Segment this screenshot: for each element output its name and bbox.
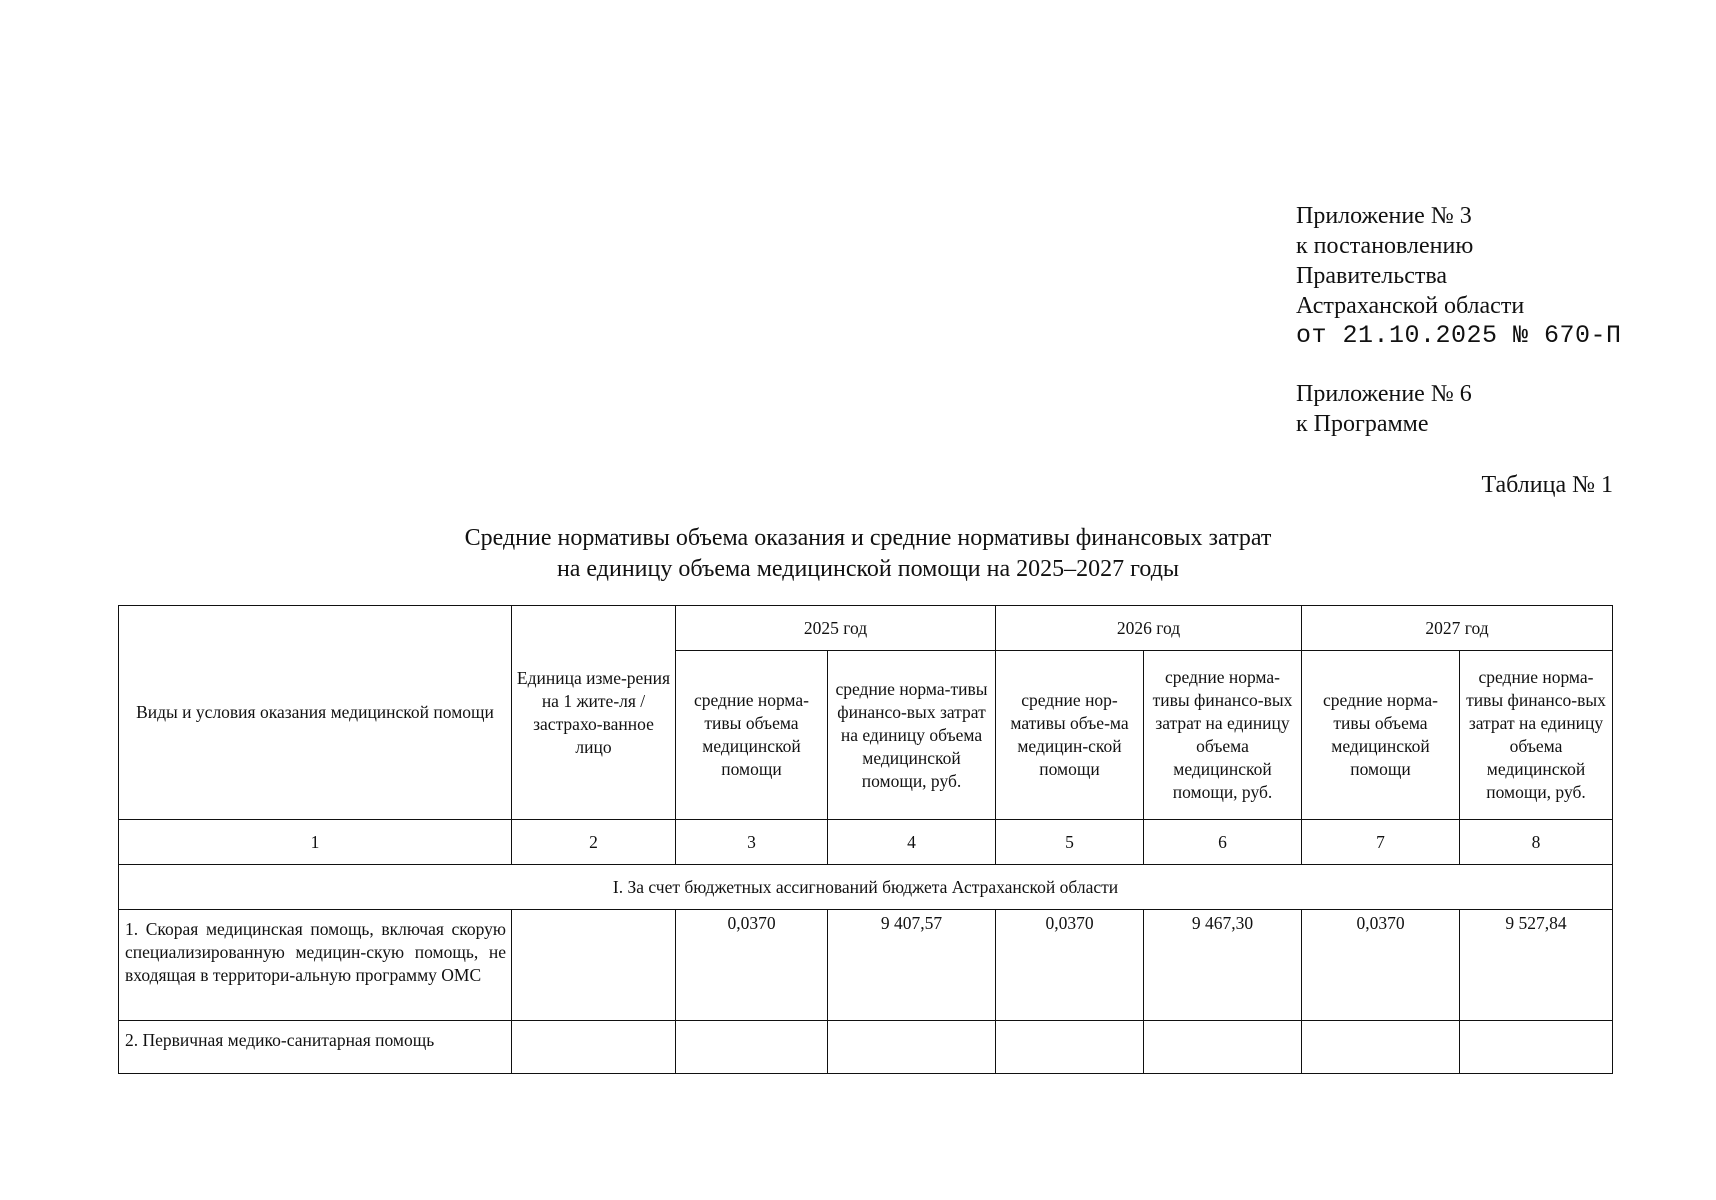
header-cost-2025: средние норма-тивы финансо-вых затрат на единицу объема медицинской помощи, руб. <box>828 651 996 820</box>
value-volume-2027 <box>1302 1021 1460 1074</box>
header-cost-2026: средние норма-тивы финансо-вых затрат на единицу объема медицинской помощи, руб. <box>1144 651 1302 820</box>
appendix-block <box>1296 201 1622 439</box>
appendix-spacer <box>1296 351 1622 379</box>
appendix-3-to-resolution: к постановлению <box>1296 233 1474 259</box>
header-volume-2027: средние норма-тивы объема медицинской помощи <box>1302 651 1460 820</box>
title-line-2: на единицу объема медицинской помощи на 2025–2027 годы <box>556 556 1180 582</box>
header-year-2026: 2026 год <box>996 606 1302 651</box>
norms-table <box>118 605 1613 1074</box>
value-cost-2025: 9 407,57 <box>828 910 996 1021</box>
value-volume-2027: 0,0370 <box>1302 910 1460 1021</box>
title-line-1: Средние нормативы объема оказания и средние нормативы финансовых затрат <box>464 525 1272 551</box>
column-number: 6 <box>1144 820 1302 865</box>
header-volume-2025: средние норма-тивы объема медицинской помощи <box>676 651 828 820</box>
column-number: 8 <box>1460 820 1613 865</box>
column-number: 3 <box>676 820 828 865</box>
value-cost-2027: 9 527,84 <box>1460 910 1613 1021</box>
value-volume-2025: 0,0370 <box>676 910 828 1021</box>
header-row-years <box>119 606 1613 651</box>
header-cost-2027: средние норма-тивы финансо-вых затрат на единицу объема медицинской помощи, руб. <box>1460 651 1613 820</box>
table-row <box>119 910 1613 1021</box>
row-description: 1. Скорая медицинская помощь, включая скорую специализированную медицин-скую помощь, не входящая в территори-альную программу ОМС <box>119 910 512 1021</box>
value-cost-2027 <box>1460 1021 1613 1074</box>
table-number-label: Таблица № 1 <box>1481 472 1613 498</box>
header-year-2025: 2025 год <box>676 606 996 651</box>
appendix-6-to-program: к Программе <box>1296 411 1429 437</box>
value-cost-2026 <box>1144 1021 1302 1074</box>
appendix-3-region: Астраханской области <box>1296 293 1525 319</box>
header-unit: Единица изме-рения на 1 жите-ля / застрахо-ванное лицо <box>512 606 676 820</box>
table-row <box>119 1021 1613 1074</box>
document-title <box>118 523 1618 585</box>
row-unit <box>512 910 676 1021</box>
row-description: 2. Первичная медико-санитарная помощь <box>119 1021 512 1074</box>
column-number-row <box>119 820 1613 865</box>
header-kinds: Виды и условия оказания медицинской помощи <box>119 606 512 820</box>
column-number: 4 <box>828 820 996 865</box>
header-volume-2026: средние нор-мативы объе-ма медицин-ской помощи <box>996 651 1144 820</box>
value-volume-2025 <box>676 1021 828 1074</box>
column-number: 1 <box>119 820 512 865</box>
value-volume-2026: 0,0370 <box>996 910 1144 1021</box>
section-row <box>119 865 1613 910</box>
section-heading: I. За счет бюджетных ассигнований бюджета Астраханской области <box>119 865 1613 910</box>
value-volume-2026 <box>996 1021 1144 1074</box>
column-number: 5 <box>996 820 1144 865</box>
header-year-2027: 2027 год <box>1302 606 1613 651</box>
appendix-3-title: Приложение № 3 <box>1296 203 1472 229</box>
appendix-6-title: Приложение № 6 <box>1296 381 1472 407</box>
column-number: 7 <box>1302 820 1460 865</box>
value-cost-2025 <box>828 1021 996 1074</box>
appendix-3-date-number: от 21.10.2025 № 670-П <box>1296 321 1622 350</box>
row-unit <box>512 1021 676 1074</box>
value-cost-2026: 9 467,30 <box>1144 910 1302 1021</box>
column-number: 2 <box>512 820 676 865</box>
appendix-3-government: Правительства <box>1296 263 1448 289</box>
